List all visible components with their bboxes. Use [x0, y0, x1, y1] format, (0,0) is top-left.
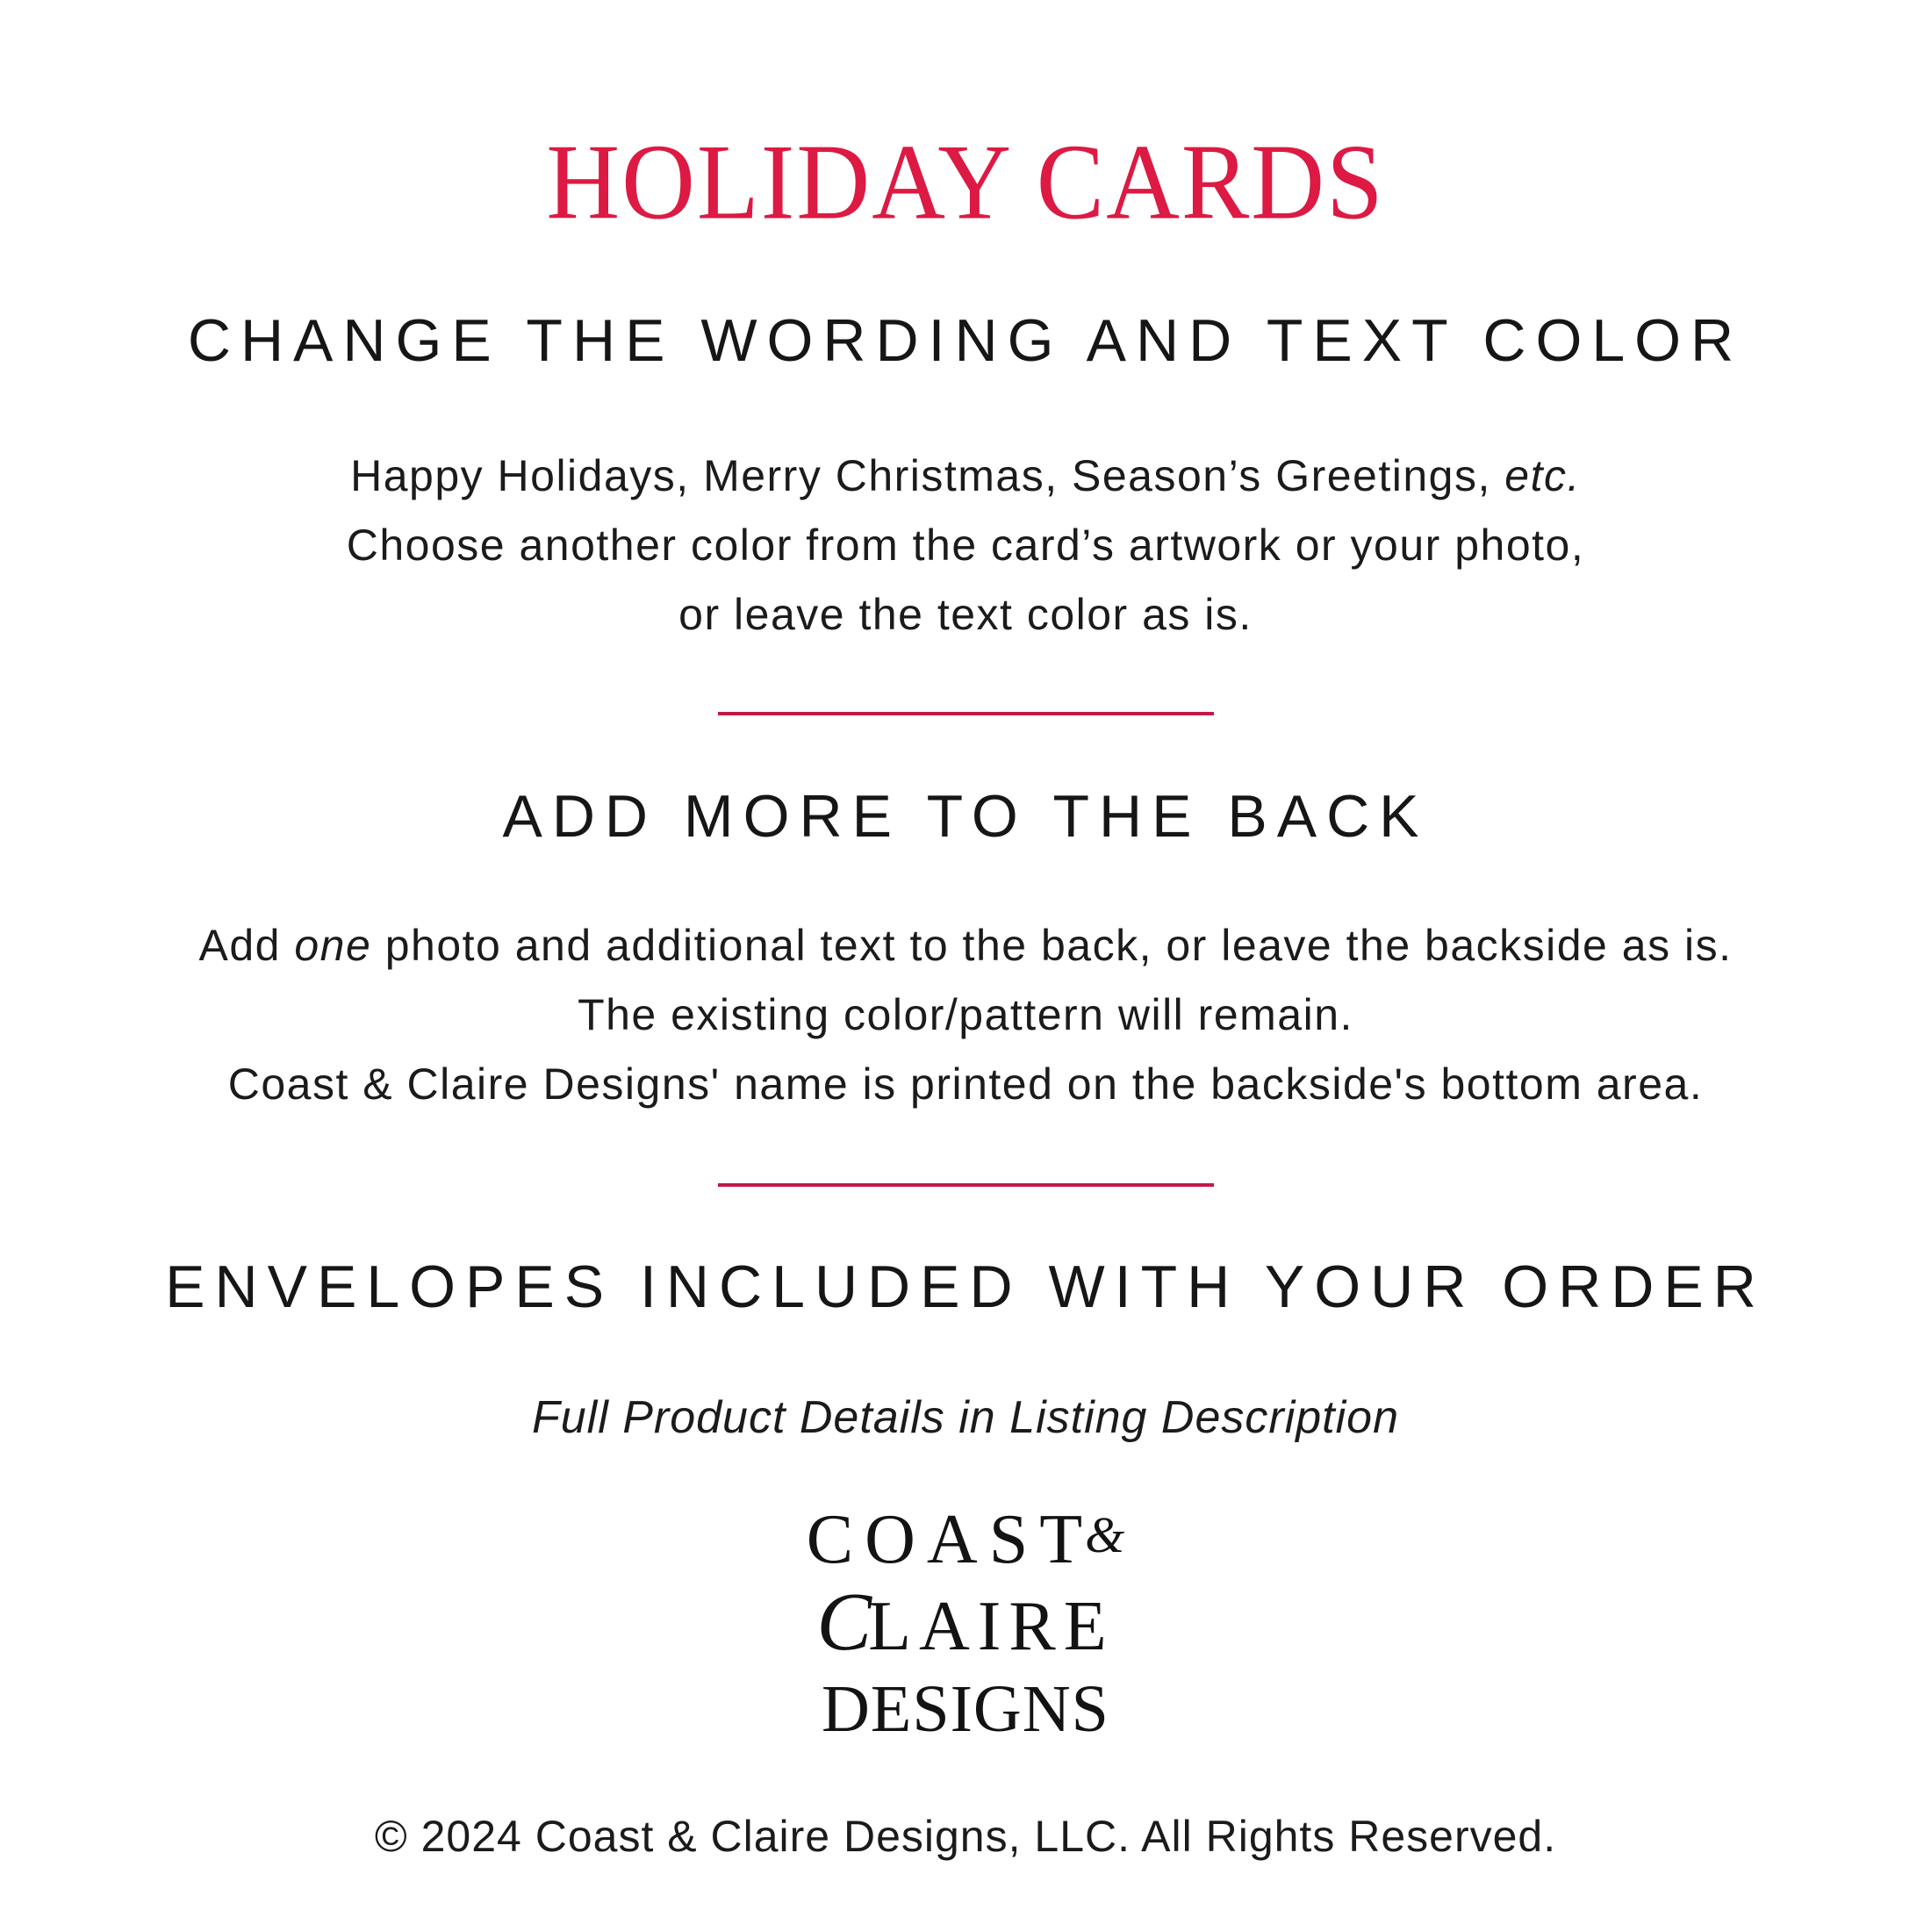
- section-body-wording-color: [347, 442, 1584, 650]
- body-line: Choose another color from the card’s artwork or your photo,: [346, 521, 1585, 570]
- section-heading-wording-color: CHANGE THE WORDING AND TEXT COLOR: [187, 307, 1744, 374]
- logo-claire-initial: C: [816, 1576, 872, 1668]
- coast-claire-logo: [807, 1503, 1124, 1759]
- section-heading-add-to-back: ADD MORE TO THE BACK: [502, 783, 1429, 850]
- body-line: [199, 921, 1733, 970]
- listing-details-note: Full Product Details in Listing Description: [531, 1392, 1400, 1443]
- body-line: The existing color/pattern will remain.: [578, 990, 1353, 1039]
- body-text: Happy Holidays, Merry Christmas, Season’s Greetings,: [350, 451, 1505, 500]
- body-line: or leave the text color as is.: [678, 590, 1253, 639]
- body-text: photo and additional text to the back, or leave the backside as is.: [371, 921, 1733, 970]
- body-line: Coast & Claire Designs' name is printed on the backside's bottom area.: [227, 1059, 1704, 1109]
- body-text-italic: one: [294, 921, 372, 970]
- logo-word-coast: COAST: [806, 1501, 1095, 1578]
- copyright-notice: © 2024 Coast & Claire Designs, LLC. All Rights Reserved.: [374, 1812, 1557, 1861]
- logo-word-claire: LAIRE: [868, 1588, 1115, 1665]
- section-divider: [718, 712, 1214, 715]
- body-text: Add: [198, 921, 295, 970]
- section-body-add-to-back: [199, 911, 1733, 1119]
- section-divider: [718, 1183, 1214, 1187]
- logo-ampersand: &: [1085, 1506, 1125, 1563]
- section-heading-envelopes: ENVELOPES INCLUDED WITH YOUR ORDER: [165, 1253, 1766, 1320]
- body-line: [350, 451, 1581, 500]
- body-text-italic: etc.: [1504, 451, 1581, 500]
- logo-line-designs: [807, 1672, 1124, 1759]
- logo-word-designs: DESIGNS: [822, 1672, 1109, 1746]
- page-title: HOLIDAY CARDS: [546, 123, 1385, 242]
- logo-line-claire: [807, 1576, 1124, 1677]
